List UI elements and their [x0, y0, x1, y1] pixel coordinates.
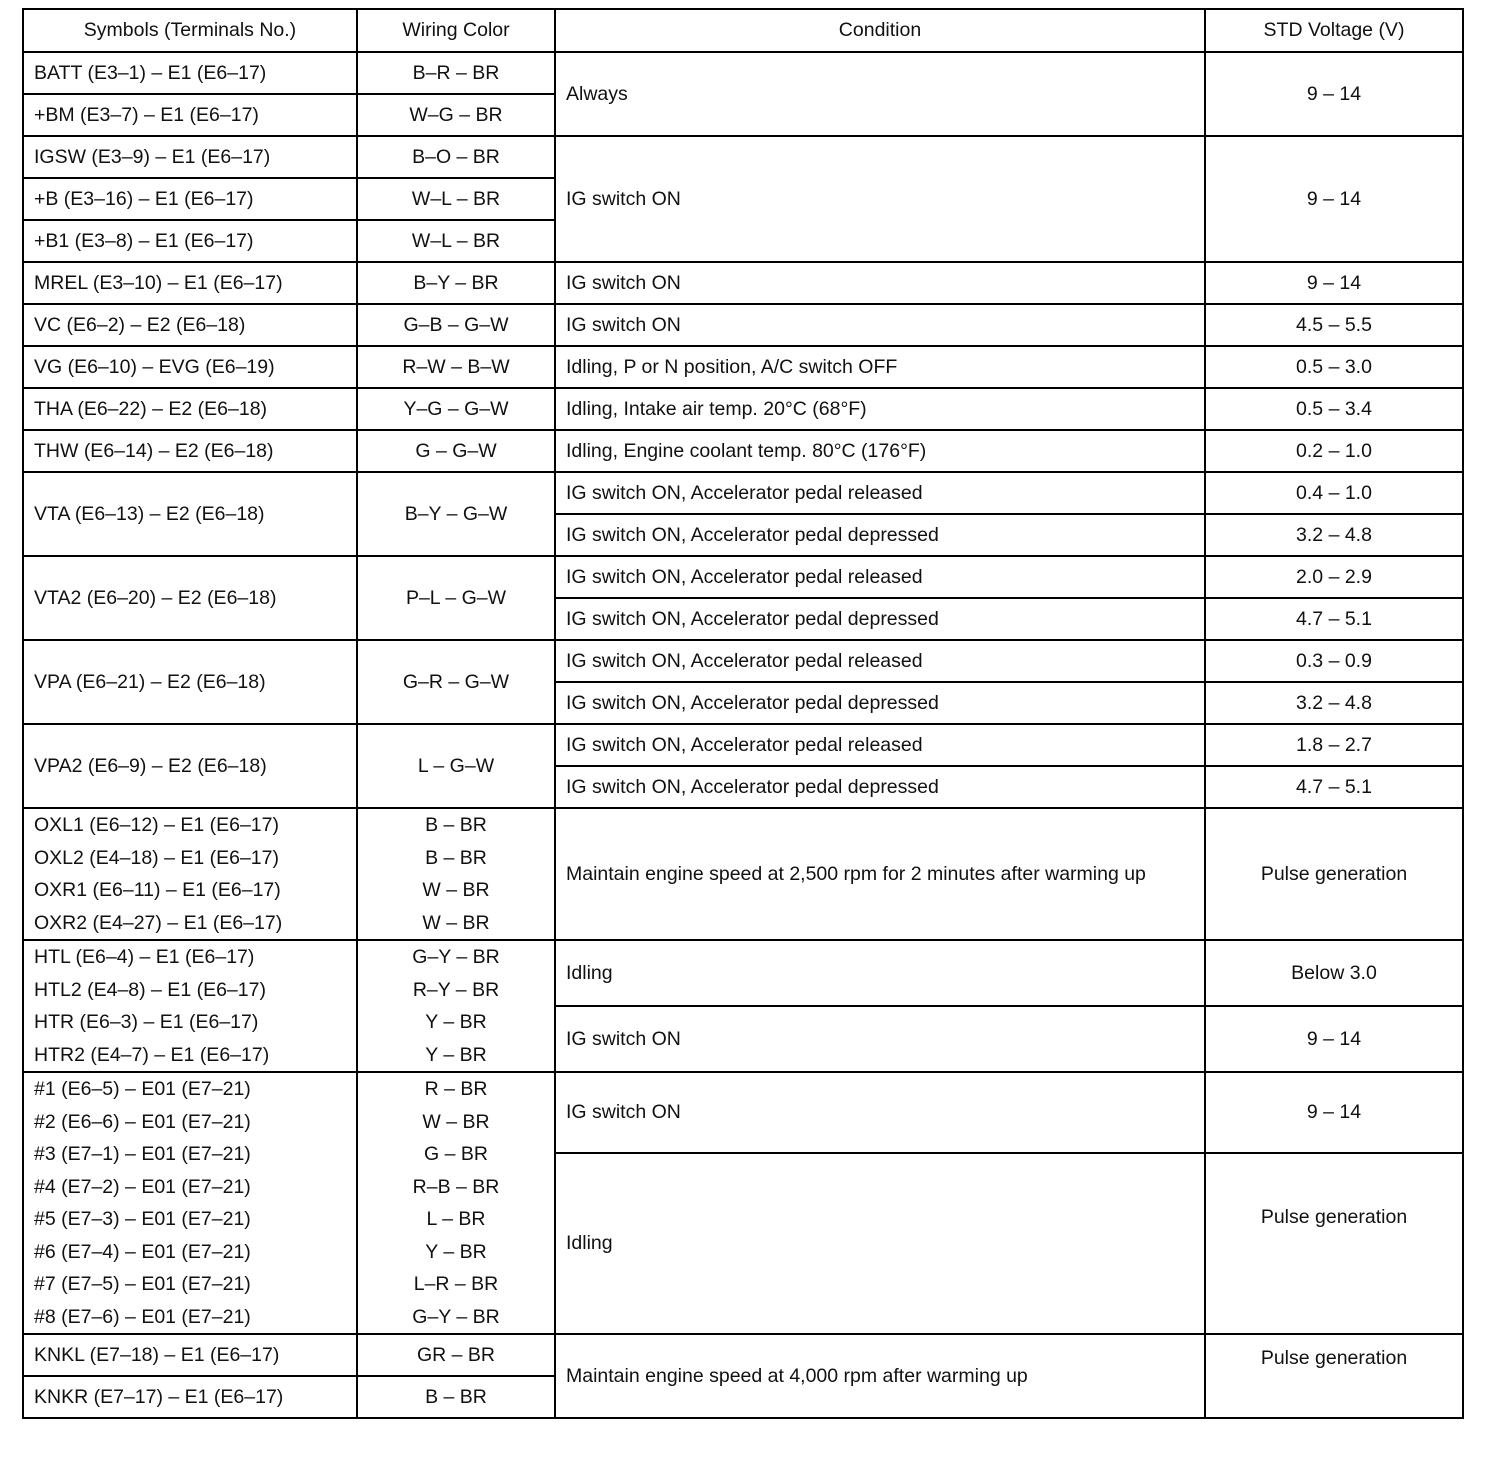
- voltage-cell: 0.4 – 1.0: [1205, 472, 1463, 514]
- symbol-line: #4 (E7–2) – E01 (E7–21): [34, 1175, 251, 1198]
- wiring-cell: W–L – BR: [357, 178, 555, 220]
- voltage-cell: 9 – 14: [1205, 52, 1463, 136]
- table-row: [23, 304, 1463, 346]
- voltage-cell: 9 – 14: [1205, 1072, 1463, 1153]
- symbol-cell: [23, 808, 357, 940]
- wiring-line: Y – BR: [425, 1240, 487, 1263]
- condition-cell: IG switch ON, Accelerator pedal released: [555, 472, 1205, 514]
- wiring-cell: G–R – G–W: [357, 640, 555, 724]
- condition-cell: IG switch ON, Accelerator pedal depressed: [555, 598, 1205, 640]
- symbol-cell: MREL (E3–10) – E1 (E6–17): [23, 262, 357, 304]
- wiring-cell: G–B – G–W: [357, 304, 555, 346]
- header-symbols: Symbols (Terminals No.): [23, 9, 357, 52]
- symbol-cell: KNKR (E7–17) – E1 (E6–17): [23, 1376, 357, 1418]
- symbol-cell: [23, 1072, 357, 1334]
- wiring-cell: B – BR: [357, 1376, 555, 1418]
- condition-cell: IG switch ON, Accelerator pedal depressed: [555, 766, 1205, 808]
- symbol-cell: THW (E6–14) – E2 (E6–18): [23, 430, 357, 472]
- symbol-cell: VPA2 (E6–9) – E2 (E6–18): [23, 724, 357, 808]
- condition-cell: Always: [555, 52, 1205, 136]
- voltage-cell: 4.7 – 5.1: [1205, 766, 1463, 808]
- symbol-line: OXR2 (E4–27) – E1 (E6–17): [34, 911, 283, 934]
- condition-cell: IG switch ON: [555, 304, 1205, 346]
- wiring-line: W – BR: [422, 879, 490, 901]
- symbol-cell: VTA2 (E6–20) – E2 (E6–18): [23, 556, 357, 640]
- table-row: [23, 346, 1463, 388]
- voltage-cell: 3.2 – 4.8: [1205, 514, 1463, 556]
- voltage-cell: 0.5 – 3.0: [1205, 346, 1463, 388]
- symbol-cell: +BM (E3–7) – E1 (E6–17): [23, 94, 357, 136]
- table-row: [23, 808, 1463, 940]
- voltage-cell: 0.3 – 0.9: [1205, 640, 1463, 682]
- symbol-line: #3 (E7–1) – E01 (E7–21): [34, 1143, 251, 1165]
- wiring-line: L – BR: [426, 1208, 486, 1230]
- wiring-line: B – BR: [425, 814, 487, 836]
- wiring-cell: L – G–W: [357, 724, 555, 808]
- symbol-cell: [23, 940, 357, 1072]
- symbol-line: #5 (E7–3) – E01 (E7–21): [34, 1208, 251, 1230]
- wiring-line: R–B – BR: [412, 1175, 500, 1198]
- symbol-cell: KNKL (E7–18) – E1 (E6–17): [23, 1334, 357, 1376]
- table-row: [23, 940, 1463, 1006]
- voltage-cell: 9 – 14: [1205, 1006, 1463, 1072]
- wiring-cell: Y–G – G–W: [357, 388, 555, 430]
- table-row: [23, 472, 1463, 514]
- voltage-cell: Pulse generation: [1205, 808, 1463, 940]
- voltage-cell: 2.0 – 2.9: [1205, 556, 1463, 598]
- table-row: [23, 556, 1463, 598]
- wiring-cell: R–W – B–W: [357, 346, 555, 388]
- condition-cell: IG switch ON, Accelerator pedal depressed: [555, 682, 1205, 724]
- wiring-cell: P–L – G–W: [357, 556, 555, 640]
- wiring-cell: B–R – BR: [357, 52, 555, 94]
- symbol-cell: VC (E6–2) – E2 (E6–18): [23, 304, 357, 346]
- voltage-cell: Pulse generation: [1205, 1153, 1463, 1334]
- symbol-line: #2 (E6–6) – E01 (E7–21): [34, 1110, 251, 1133]
- symbol-line: #7 (E7–5) – E01 (E7–21): [34, 1273, 251, 1295]
- condition-cell: Idling, Engine coolant temp. 80°C (176°F): [555, 430, 1205, 472]
- symbol-line: HTL (E6–4) – E1 (E6–17): [34, 946, 255, 968]
- condition-cell: IG switch ON: [555, 1006, 1205, 1072]
- symbol-cell: VG (E6–10) – EVG (E6–19): [23, 346, 357, 388]
- symbol-cell: +B (E3–16) – E1 (E6–17): [23, 178, 357, 220]
- terminal-voltage-table: [22, 8, 1464, 1419]
- symbol-cell: VPA (E6–21) – E2 (E6–18): [23, 640, 357, 724]
- voltage-cell: 4.7 – 5.1: [1205, 598, 1463, 640]
- voltage-cell: 4.5 – 5.5: [1205, 304, 1463, 346]
- condition-cell: Idling: [555, 1153, 1205, 1334]
- symbol-cell: BATT (E3–1) – E1 (E6–17): [23, 52, 357, 94]
- header-condition: Condition: [555, 9, 1205, 52]
- symbol-line: #6 (E7–4) – E01 (E7–21): [34, 1240, 251, 1263]
- voltage-cell: 3.2 – 4.8: [1205, 682, 1463, 724]
- table-row: [23, 52, 1463, 94]
- wiring-line: Y – BR: [425, 1011, 487, 1033]
- symbol-line: #8 (E7–6) – E01 (E7–21): [34, 1305, 251, 1328]
- wiring-cell: GR – BR: [357, 1334, 555, 1376]
- wiring-cell: W–G – BR: [357, 94, 555, 136]
- wiring-cell: B–Y – G–W: [357, 472, 555, 556]
- wiring-line: Y – BR: [425, 1043, 487, 1066]
- symbol-cell: +B1 (E3–8) – E1 (E6–17): [23, 220, 357, 262]
- condition-cell: IG switch ON, Accelerator pedal released: [555, 724, 1205, 766]
- voltage-cell: 9 – 14: [1205, 262, 1463, 304]
- voltage-cell: 9 – 14: [1205, 136, 1463, 262]
- condition-cell: Maintain engine speed at 4,000 rpm after warming up: [555, 1334, 1205, 1418]
- condition-cell: IG switch ON: [555, 262, 1205, 304]
- condition-cell: IG switch ON, Accelerator pedal released: [555, 556, 1205, 598]
- wiring-line: W – BR: [422, 911, 490, 934]
- symbol-cell: THA (E6–22) – E2 (E6–18): [23, 388, 357, 430]
- wiring-cell: [357, 808, 555, 940]
- table-row: [23, 1334, 1463, 1376]
- wiring-line: W – BR: [422, 1110, 490, 1133]
- voltage-cell: 1.8 – 2.7: [1205, 724, 1463, 766]
- wiring-line: G–Y – BR: [412, 1305, 500, 1328]
- symbol-line: OXL1 (E6–12) – E1 (E6–17): [34, 814, 279, 836]
- table-row: [23, 262, 1463, 304]
- condition-cell: IG switch ON: [555, 1072, 1205, 1153]
- symbol-line: HTR (E6–3) – E1 (E6–17): [34, 1011, 259, 1033]
- table-row: [23, 640, 1463, 682]
- table-row: [23, 1072, 1463, 1153]
- symbol-line: HTL2 (E4–8) – E1 (E6–17): [34, 978, 266, 1001]
- wiring-cell: G – G–W: [357, 430, 555, 472]
- header-row: [23, 9, 1463, 52]
- wiring-cell: [357, 1072, 555, 1334]
- voltage-cell: Below 3.0: [1205, 940, 1463, 1006]
- wiring-cell: W–L – BR: [357, 220, 555, 262]
- wiring-line: B – BR: [425, 846, 487, 869]
- wiring-line: L–R – BR: [413, 1273, 499, 1295]
- table-row: [23, 724, 1463, 766]
- wiring-cell: B–O – BR: [357, 136, 555, 178]
- condition-cell: Idling, Intake air temp. 20°C (68°F): [555, 388, 1205, 430]
- voltage-cell: Pulse generation: [1205, 1334, 1463, 1418]
- wiring-cell: B–Y – BR: [357, 262, 555, 304]
- symbol-cell: VTA (E6–13) – E2 (E6–18): [23, 472, 357, 556]
- wiring-cell: [357, 940, 555, 1072]
- table-container: [22, 8, 1464, 1419]
- wiring-line: R – BR: [424, 1078, 488, 1100]
- symbol-line: OXL2 (E4–18) – E1 (E6–17): [34, 846, 279, 869]
- wiring-line: R–Y – BR: [412, 978, 500, 1001]
- symbol-line: HTR2 (E4–7) – E1 (E6–17): [34, 1043, 270, 1066]
- condition-cell: Idling, P or N position, A/C switch OFF: [555, 346, 1205, 388]
- condition-cell: IG switch ON: [555, 136, 1205, 262]
- symbol-line: OXR1 (E6–11) – E1 (E6–17): [34, 879, 281, 901]
- condition-cell: IG switch ON, Accelerator pedal depressed: [555, 514, 1205, 556]
- symbol-line: #1 (E6–5) – E01 (E7–21): [34, 1078, 251, 1100]
- wiring-line: G–Y – BR: [412, 946, 500, 968]
- condition-cell: Maintain engine speed at 2,500 rpm for 2 minutes after warming up: [555, 808, 1205, 940]
- condition-cell: Idling: [555, 940, 1205, 1006]
- table-row: [23, 136, 1463, 178]
- voltage-cell: 0.2 – 1.0: [1205, 430, 1463, 472]
- table-row: [23, 430, 1463, 472]
- table-row: [23, 388, 1463, 430]
- header-std-voltage: STD Voltage (V): [1205, 9, 1463, 52]
- header-wiring-color: Wiring Color: [357, 9, 555, 52]
- symbol-cell: IGSW (E3–9) – E1 (E6–17): [23, 136, 357, 178]
- condition-cell: IG switch ON, Accelerator pedal released: [555, 640, 1205, 682]
- voltage-cell: 0.5 – 3.4: [1205, 388, 1463, 430]
- wiring-line: G – BR: [424, 1143, 488, 1165]
